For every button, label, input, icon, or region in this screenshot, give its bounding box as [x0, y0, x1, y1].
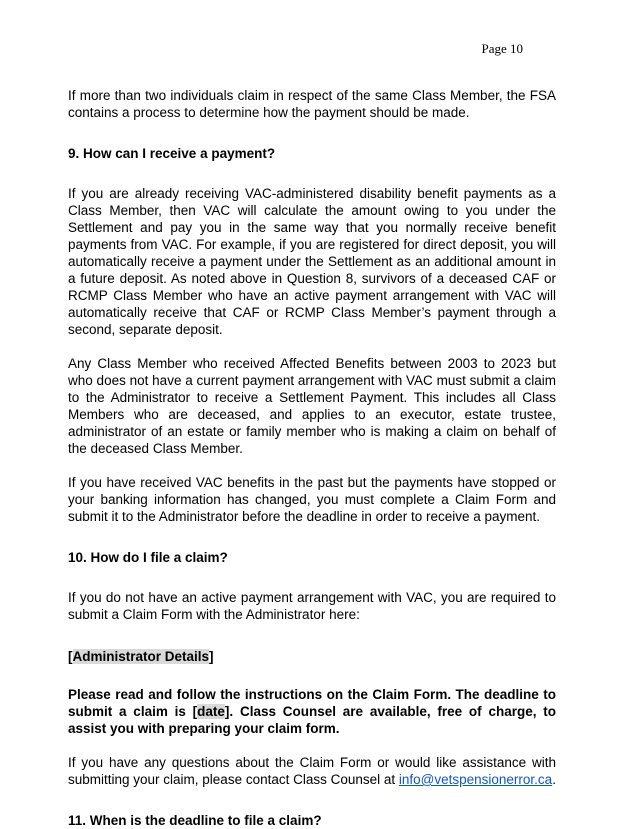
admin-details-highlight: Administrator Details — [72, 649, 210, 664]
administrator-details-placeholder — [68, 648, 556, 665]
deadline-text-after: ]. Class Counsel are available, free of charge, to assist you with preparing your claim form. — [68, 704, 556, 736]
q9-paragraph-1: If you are already receiving VAC-administered disability benefit payments as a Class Member, then VAC will calculate the amount owing to you under the Settlement and pay you in the same way that you normally receive benefit payments from VAC. For example, if you are registered for direct deposit, you will automatically receive a payment under the Settlement as an additional amount in a future deposit. As noted above in Question 8, survivors of a deceased CAF or RCMP Class Member who have an active payment arrangement with VAC will automatically receive that CAF or RCMP Class Member’s payment through a second, separate deposit. — [68, 186, 556, 337]
question-9-heading: 9. How can I receive a payment? — [68, 146, 276, 161]
page-number: Page 10 — [481, 41, 523, 56]
admin-bracket-close: ] — [209, 649, 214, 664]
q9-paragraph-3: If you have received VAC benefits in the past but the payments have stopped or your banking information has changed, you must complete a Claim Form and submit it to the Administrator before the deadline in order to receive a payment. — [68, 475, 556, 524]
contact-paragraph — [68, 754, 556, 788]
q10-paragraph-1: If you do not have an active payment arrangement with VAC, you are required to submit a Claim Form with the Administrator here: — [68, 590, 556, 622]
q9-paragraph-2: Any Class Member who received Affected Benefits between 2003 to 2023 but who does not have a current payment arrangement with VAC must submit a claim to the Administrator to receive a Settlement Payment. This includes all Class Members who are deceased, and applies to an executor, estate trustee, administrator of an estate or family member who is making a claim on behalf of the deceased Class Member. — [68, 356, 556, 456]
intro-paragraph: If more than two individuals claim in respect of the same Class Member, the FSA contains a process to determine how the payment should be made. — [68, 88, 556, 120]
contact-text-before: If you have any questions about the Claim Form or would like assistance with submitting your claim, please contact Class Counsel at — [68, 755, 556, 787]
deadline-text-before: Please read and follow the instructions on the Claim Form. The deadline to submit a claim is [ — [68, 687, 556, 719]
class-counsel-email-link[interactable]: info@vetspensionerror.ca — [398, 772, 553, 787]
date-placeholder-highlight: date — [197, 704, 225, 719]
deadline-paragraph — [68, 686, 556, 737]
contact-text-after: . — [552, 772, 556, 787]
question-10-heading: 10. How do I file a claim? — [68, 550, 228, 565]
admin-bracket-open: [ — [68, 649, 73, 664]
question-11-heading: 11. When is the deadline to file a claim? — [68, 813, 322, 828]
